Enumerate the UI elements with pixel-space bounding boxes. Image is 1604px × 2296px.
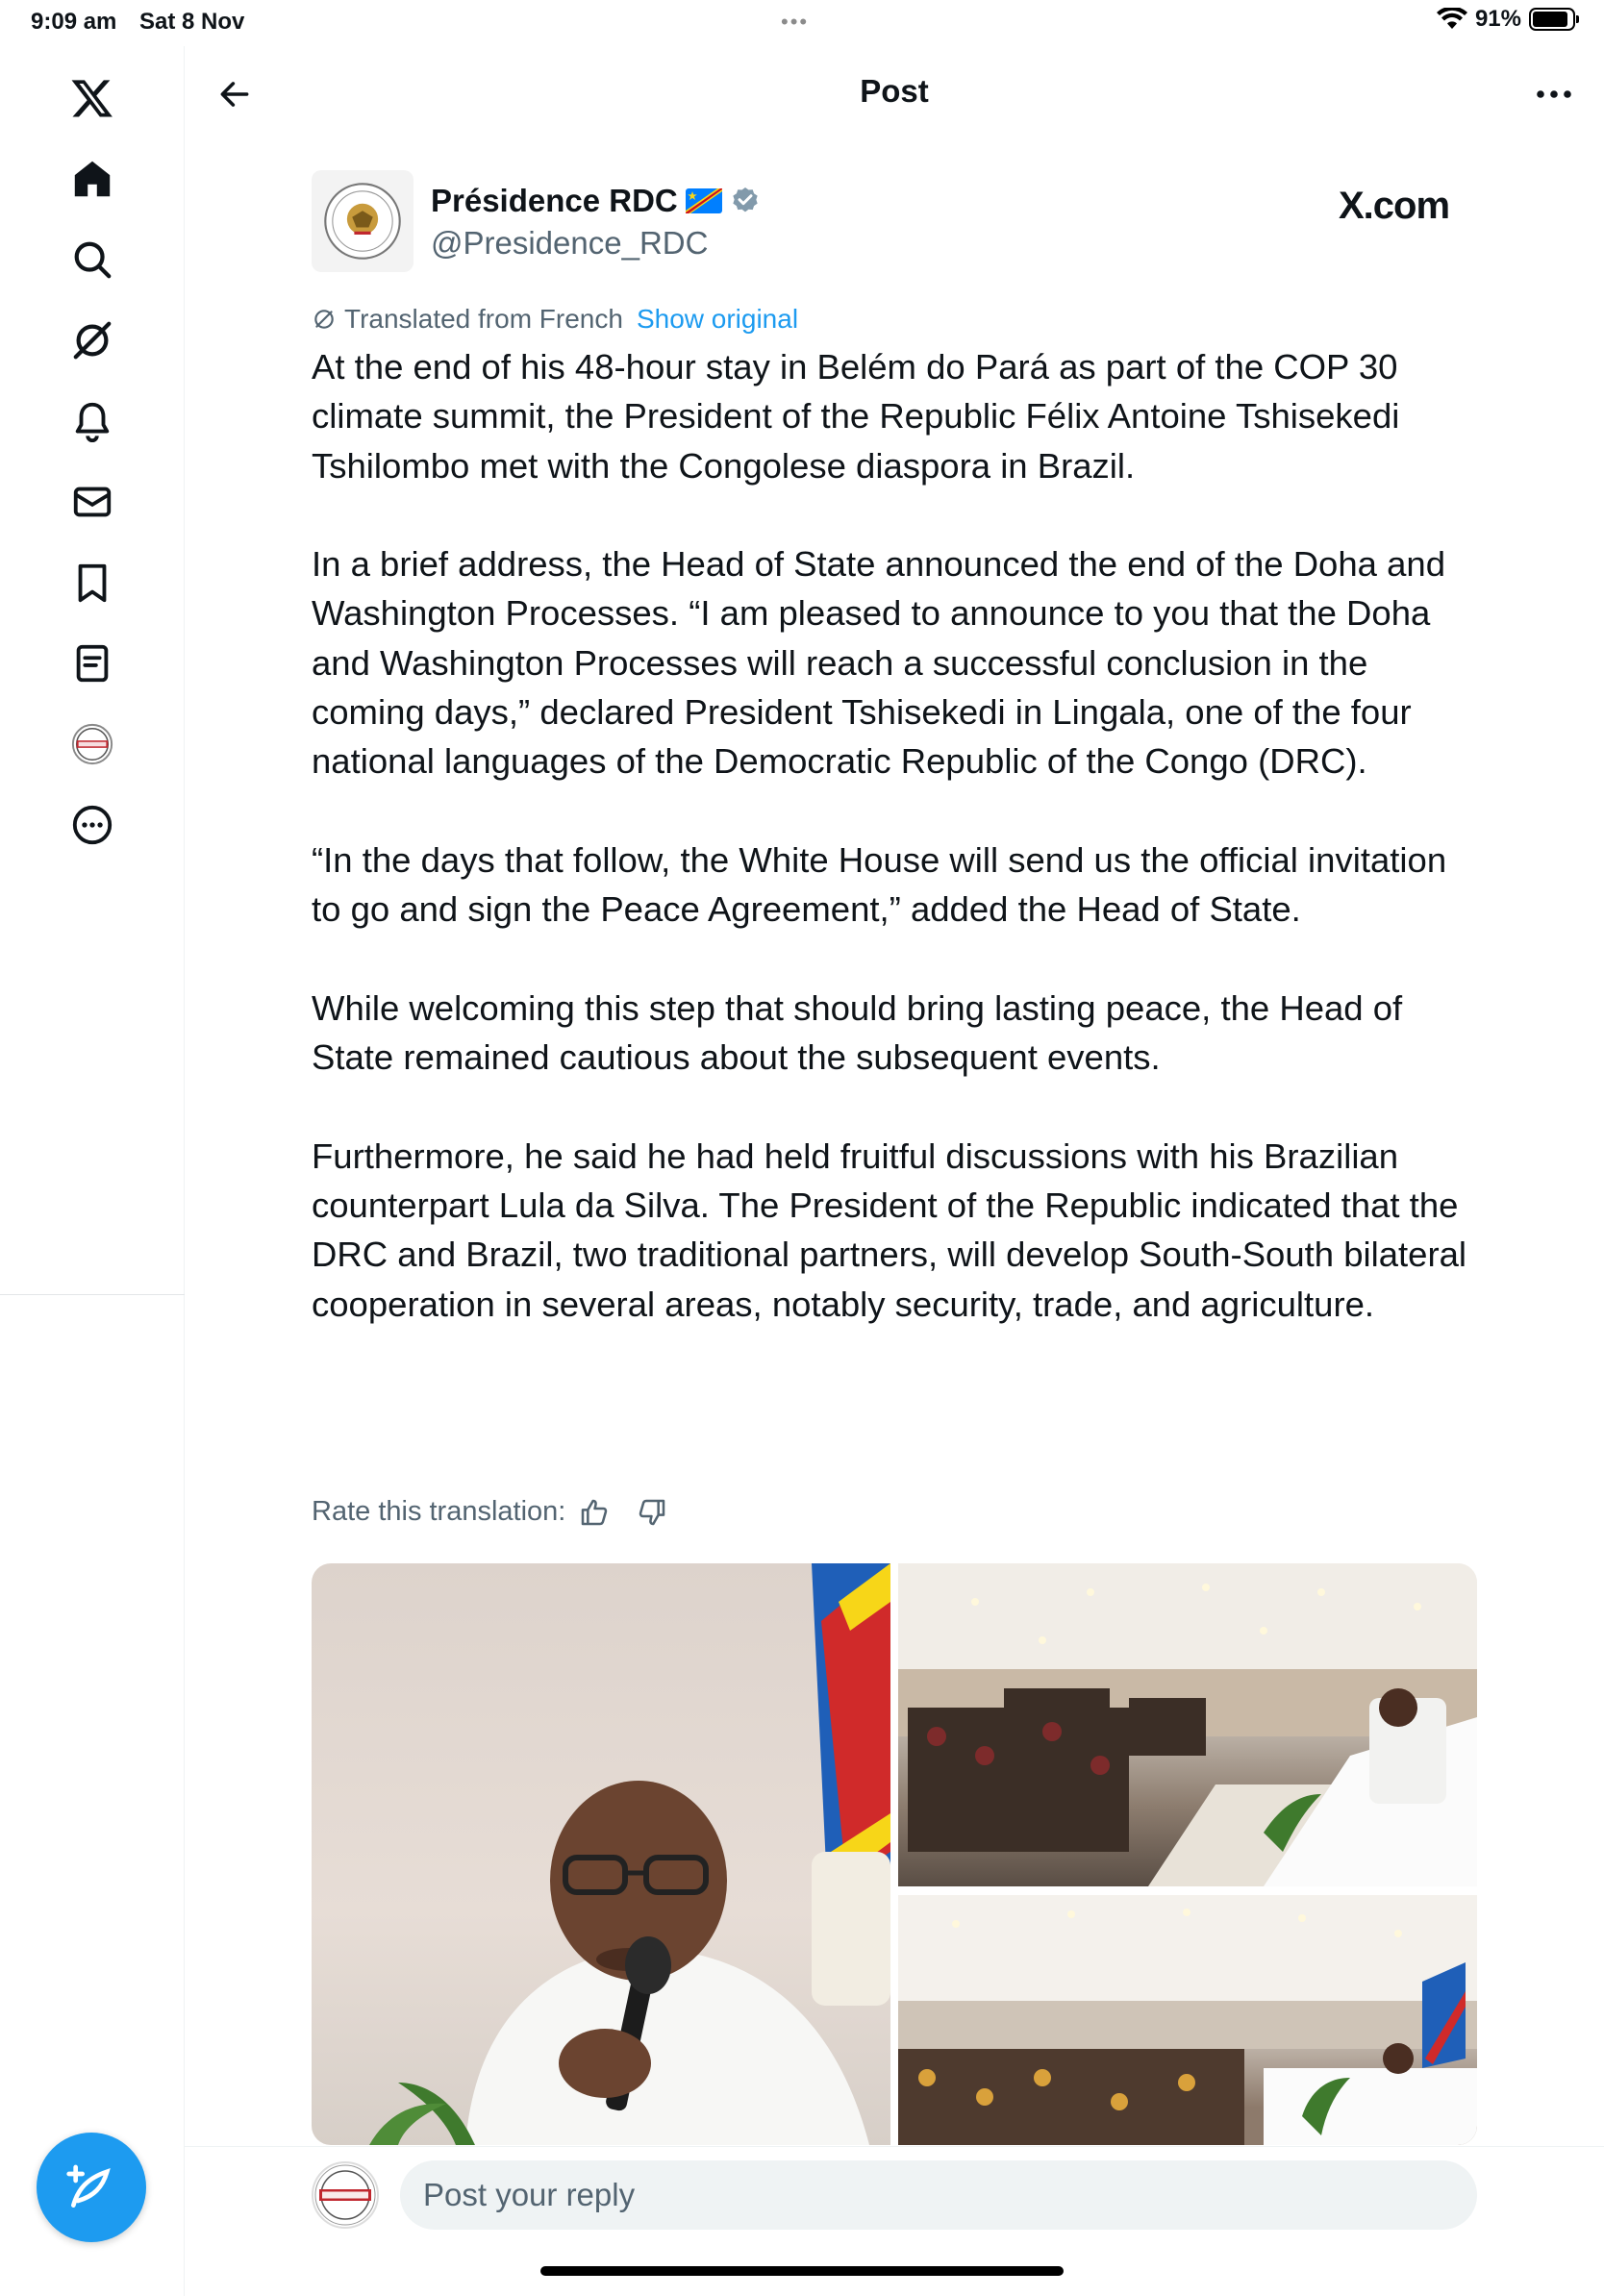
home-indicator[interactable] <box>540 2266 1064 2276</box>
drc-flag-icon <box>686 188 722 213</box>
classified-avatar-icon <box>313 2163 377 2227</box>
grok-icon[interactable] <box>63 312 121 369</box>
sidebar-divider <box>0 1294 185 1295</box>
more-icon[interactable] <box>63 796 121 854</box>
bookmarks-icon[interactable] <box>63 554 121 611</box>
battery-icon <box>1529 8 1575 31</box>
presidency-seal-icon <box>321 180 404 262</box>
page-title: Post <box>860 73 929 109</box>
battery-percent: 91% <box>1474 6 1521 32</box>
rate-label: Rate this translation: <box>312 1496 566 1527</box>
post-paragraph: In a brief address, the Head of State announced the end of the Doha and Washington Processes. “I am pleased to announce to you that the Doha and Washington Processes will reach a successful conclusion in the coming days,” declared President Tshisekedi in Lingala, one of the four national languages of the Democratic Republic of the Congo (DRC). <box>312 544 1445 782</box>
messages-icon[interactable] <box>63 473 121 531</box>
sidebar <box>0 46 185 2296</box>
post-photo-audience-1[interactable] <box>898 1563 1477 1886</box>
author-handle[interactable]: @Presidence_RDC <box>431 225 709 261</box>
compose-button[interactable] <box>37 2133 146 2242</box>
xcom-watermark: X.com <box>1339 185 1450 227</box>
status-bar <box>0 0 1604 46</box>
show-original-link[interactable]: Show original <box>636 304 799 334</box>
author-name[interactable]: Présidence RDC <box>431 183 678 218</box>
post-paragraph: “In the days that follow, the White House will send us the official invitation to go and sign the Peace Agreement,” added the Head of State. <box>312 839 1447 930</box>
notifications-icon[interactable] <box>63 392 121 450</box>
status-date: Sat 8 Nov <box>139 9 245 35</box>
thumbs-up-icon[interactable] <box>579 1497 610 1528</box>
x-logo-icon[interactable] <box>63 69 121 127</box>
home-icon[interactable] <box>63 150 121 208</box>
profile-avatar-icon[interactable] <box>63 715 121 773</box>
post-paragraph: At the end of his 48-hour stay in Belém do Pará as part of the COP 30 climate summit, the President of the Republic Félix Antoine Tshisekedi Tshilombo met with the Congolese diaspora in Brazil. <box>312 347 1400 486</box>
wifi-icon <box>1437 8 1467 31</box>
author-avatar[interactable] <box>312 170 414 272</box>
translated-label: Translated from French <box>344 304 623 334</box>
header <box>185 46 1604 142</box>
lists-icon[interactable] <box>63 635 121 692</box>
translate-icon <box>312 307 337 332</box>
post-paragraph: While welcoming this step that should bring lasting peace, the Head of State remained cautious about the subsequent events. <box>312 987 1403 1078</box>
status-time: 9:09 am <box>31 9 117 35</box>
search-icon[interactable] <box>63 231 121 288</box>
rate-translation-row <box>312 1496 667 1528</box>
media-grid <box>312 1563 1477 2145</box>
status-right <box>1437 6 1575 33</box>
author-name-row <box>431 183 761 219</box>
more-options-button[interactable] <box>1527 69 1581 119</box>
post-photo-president[interactable] <box>312 1563 890 2145</box>
post-paragraph: Furthermore, he said he had held fruitful discussions with his Brazilian counterpart Lula da Silva. The President of the Republic indicated that the DRC and Brazil, two traditional partners, will develop South-South bilateral cooperation in several areas, notably security, trade, and agriculture. <box>312 1136 1467 1324</box>
verified-badge-icon <box>730 186 761 216</box>
thumbs-down-icon[interactable] <box>637 1497 667 1528</box>
post-text <box>312 342 1485 1329</box>
more-dots-icon <box>1535 88 1573 100</box>
post-photo-audience-2[interactable] <box>898 1895 1477 2145</box>
compose-icon <box>64 2160 118 2214</box>
reply-input[interactable]: Post your reply <box>400 2160 1477 2230</box>
translation-notice <box>312 304 798 335</box>
multitasking-dots[interactable]: ••• <box>781 10 810 34</box>
reply-avatar[interactable] <box>312 2161 379 2229</box>
